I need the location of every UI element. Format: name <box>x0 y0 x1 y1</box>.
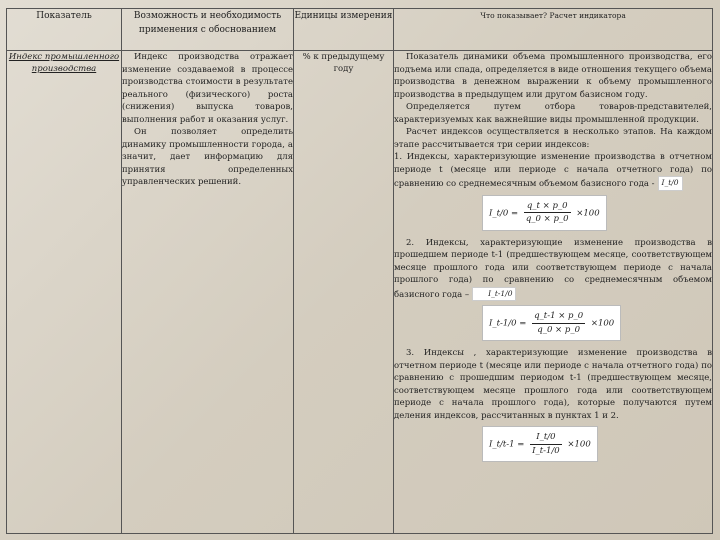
table-header-row <box>7 9 713 51</box>
formula-3: I_t/t-1 = $\frac{I\_t/0}{I\_t-1/0}$ ×100 <box>482 426 598 462</box>
indicator-unit: % к предыдущему году <box>294 51 394 534</box>
description-paragraph-2: Он позволяет определить динамику промышленности города, а значит, дает информацию для принятия определенных управленческих решений. <box>122 127 293 187</box>
calc-paragraph-3: Расчет индексов осуществляется в несколько этапов. На каждом этапе рассчитывается три серии индексов: <box>394 127 712 150</box>
item2-symbol: I_t-1/0 <box>472 287 516 302</box>
table-row <box>7 51 713 534</box>
formula-1: I_t/0 = $\frac{q\_t \times p\_0}{q\_0 \times p\_0}$ ×100 <box>482 195 607 231</box>
description-paragraph-1: Индекс производства отражает изменение создаваемой в процессе производства стоимости в результате реального (физического) роста (снижения) выпуска товаров, выполнения работ и оказания услуг. <box>122 52 293 125</box>
header-indicator: Показатель <box>7 9 122 51</box>
header-units: Единицы измерения <box>294 9 394 51</box>
header-calculation: Что показывает? Расчет индикатора <box>394 9 713 51</box>
calc-item-1: 1. Индексы, характеризующие изменение производства в отчетном периоде t (месяце или периоде с начала отчетного года) по сравнению со среднемесячным объемом базисного года - I_t/0 <box>394 152 712 189</box>
item1-symbol: I_t/0 <box>658 176 683 191</box>
header-applicability: Возможность и необходимость применения с обоснованием <box>122 9 294 51</box>
indicator-name: Индекс промышленного производства <box>7 51 122 534</box>
calc-paragraph-2: Определяется путем отбора товаров-представителей, характеризуемых как важнейшие виды промышленной продукции. <box>394 102 712 125</box>
calc-item-3: 3. Индексы , характеризующие изменение производства в отчетном периоде t (месяце или периоде с начала отчетного года) по сравнению с прошедшим периодом t-1 (предшествующем месяце, соответствующем месяце прошлого года или соответствующем периоде с начала прошлого года), которые получаются путем деления индексов, рассчитанных в пунктах 1 и 2. <box>394 348 712 421</box>
calc-item-2: 2. Индексы, характеризующие изменение производства в прошедшем периоде t-1 (предшествующем месяце, соответствующем месяце прошлого года или соответствующем периоде с начала прошлого года) по сравнению со среднемесячным объемом базисного года – I_t-1/0 <box>394 237 712 300</box>
calc-paragraph-1: Показатель динамики объема промышленного производства, его подъема или спада, определяется в виде отношения текущего объема производства в денежном выражении к объему промышленного производства в предыдущем или другом базисном году. <box>394 52 712 100</box>
indicator-calculation <box>394 51 713 534</box>
formula-2: I_t-1/0 = $\frac{q\_t-1 \times p\_0}{q\_0 \times p\_0}$ ×100 <box>482 305 621 341</box>
indicator-description <box>122 51 294 534</box>
indicator-table <box>6 8 713 534</box>
